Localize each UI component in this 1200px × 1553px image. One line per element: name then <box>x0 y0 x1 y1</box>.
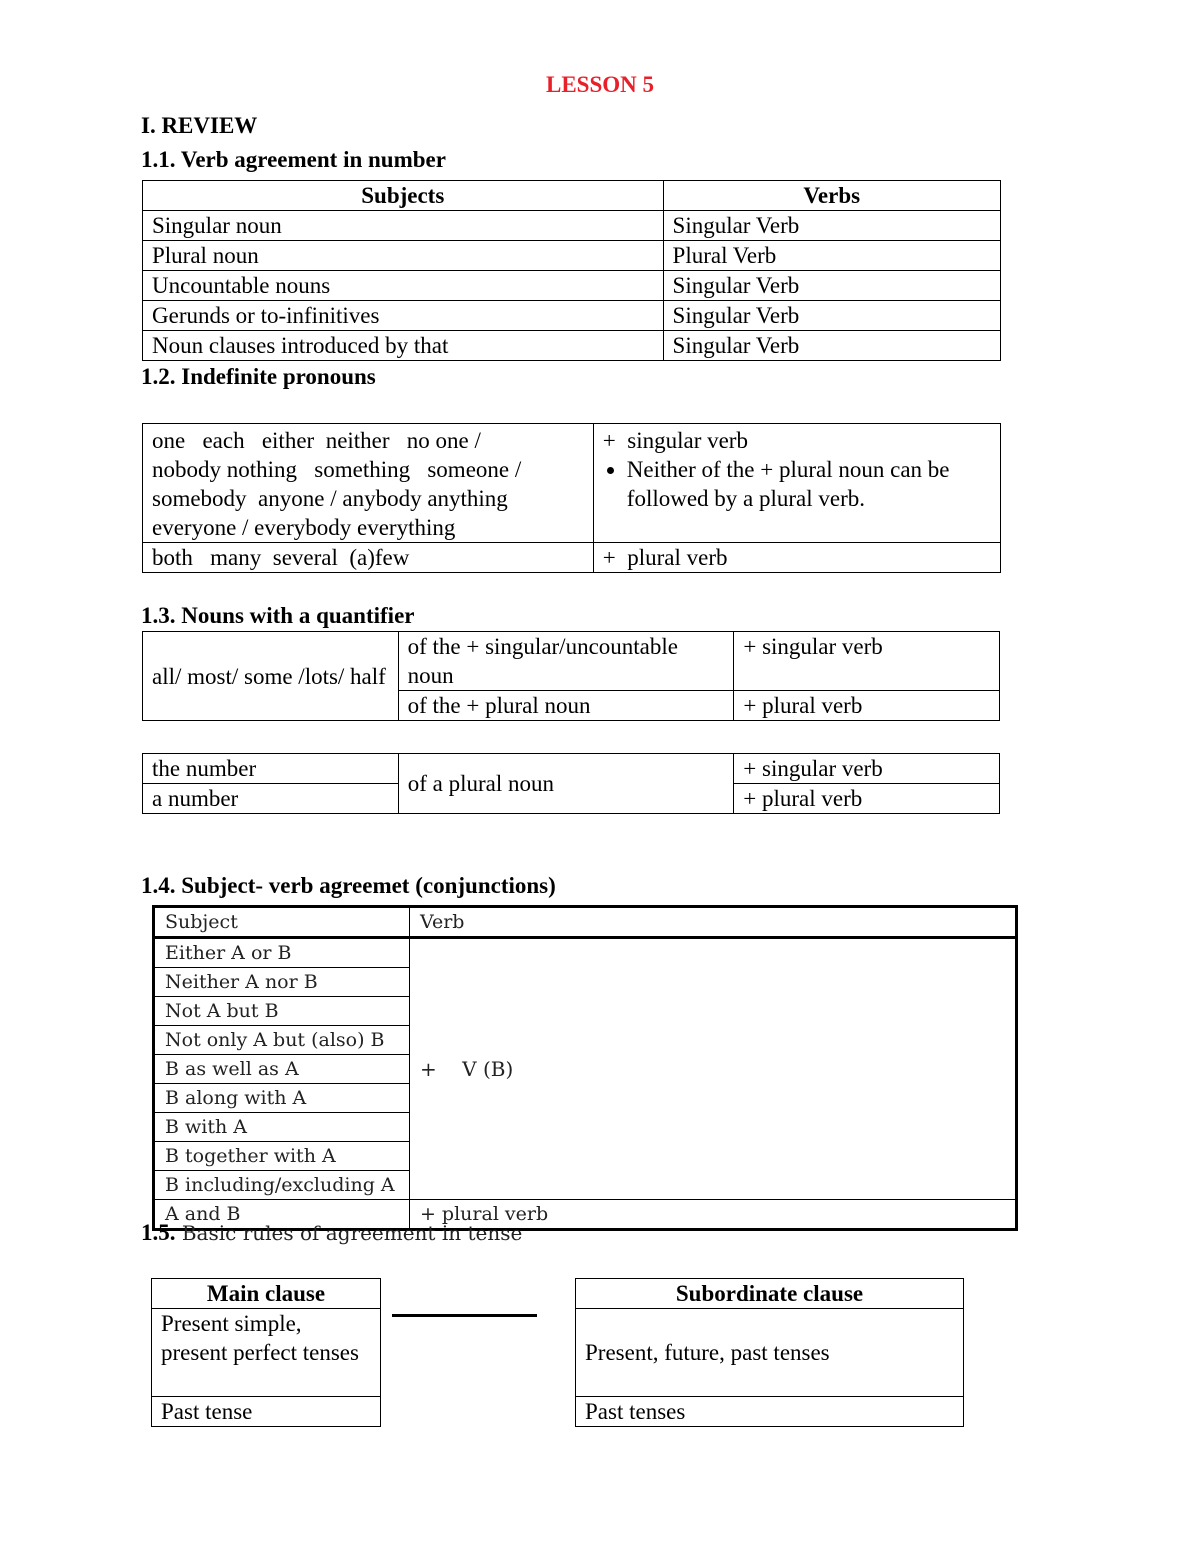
section-1-3-heading: 1.3. Nouns with a quantifier <box>141 603 415 628</box>
table-row <box>143 424 1001 543</box>
singular-verb-cell: + singular verb <box>734 632 1000 691</box>
main-clause-past-cell: Past tense <box>152 1397 381 1427</box>
subject-cell: Noun clauses introduced by that <box>143 331 664 361</box>
subject-cell: B along with A <box>154 1084 410 1113</box>
subject-cell: Singular noun <box>143 211 664 241</box>
table-row <box>576 1309 964 1397</box>
table-row <box>154 938 1017 968</box>
table-row <box>143 211 1001 241</box>
number-table <box>142 753 1000 814</box>
subordinate-clause-header: Subordinate clause <box>576 1279 964 1309</box>
main-clause-table <box>151 1278 381 1427</box>
plural-verb-cell: + plural verb <box>409 1200 1016 1230</box>
subject-cell: Neither A nor B <box>154 968 410 997</box>
main-clause-present-cell: Present simple, present perfect tenses <box>152 1309 381 1397</box>
subordinate-past-cell: Past tenses <box>576 1397 964 1427</box>
verb-cell: Singular Verb <box>663 271 1000 301</box>
note-list <box>603 455 991 513</box>
pronoun-line: somebody anyone / anybody anything <box>152 486 508 511</box>
pronoun-line: one each either neither no one / <box>152 428 481 453</box>
table-header-row <box>576 1279 964 1309</box>
of-the-singular-cell: of the + singular/uncountable noun <box>398 632 734 691</box>
singular-verb-cell <box>593 424 1000 543</box>
table-header-row <box>154 907 1017 938</box>
main-clause-header: Main clause <box>152 1279 381 1309</box>
table-row <box>152 1397 381 1427</box>
singular-pronouns-cell <box>143 424 594 543</box>
subject-cell: B as well as A <box>154 1055 410 1084</box>
plural-verb-cell: + plural verb <box>593 543 1000 573</box>
subject-cell: Either A or B <box>154 938 410 968</box>
conjunctions-table <box>152 905 1018 1231</box>
table-row <box>143 754 1000 784</box>
verb-b-rule-cell: + V (B) <box>409 938 1016 1200</box>
table-row <box>143 331 1001 361</box>
connector-line <box>392 1314 537 1317</box>
subordinate-present-cell: Present, future, past tenses <box>576 1309 964 1397</box>
section-1-2-heading: 1.2. Indefinite pronouns <box>141 364 376 389</box>
plural-pronouns-cell: both many several (a)few <box>143 543 594 573</box>
verb-cell: Plural Verb <box>663 241 1000 271</box>
verb-cell: Singular Verb <box>663 301 1000 331</box>
a-number-cell: a number <box>143 784 399 814</box>
plural-verb-cell: + plural verb <box>734 691 1000 721</box>
table-header-row <box>152 1279 381 1309</box>
subordinate-clause-table <box>575 1278 964 1427</box>
section-1-4-heading: 1.4. Subject- verb agreemet (conjunctions) <box>141 873 556 898</box>
subject-cell: A and B <box>154 1200 410 1230</box>
quantifier-cell: all/ most/ some /lots/ half <box>143 632 399 721</box>
subject-cell: Not A but B <box>154 997 410 1026</box>
subject-cell: B together with A <box>154 1142 410 1171</box>
table-header-row <box>143 181 1001 211</box>
section-1-1-heading: 1.1. Verb agreement in number <box>141 147 446 172</box>
of-the-plural-cell: of the + plural noun <box>398 691 734 721</box>
subject-cell: Gerunds or to-infinitives <box>143 301 664 331</box>
the-number-cell: the number <box>143 754 399 784</box>
table-row <box>152 1309 381 1397</box>
table-row <box>576 1397 964 1427</box>
plural-verb-cell: + plural verb <box>734 784 1000 814</box>
neither-of-the-note: • Neither of the + plural noun can be followed by a plural verb. <box>627 455 991 513</box>
header-subject: Subject <box>154 907 410 938</box>
verb-cell: Singular Verb <box>663 331 1000 361</box>
pronoun-line: everyone / everybody everything <box>152 515 456 540</box>
header-verb: Verb <box>409 907 1016 938</box>
table-row <box>143 241 1001 271</box>
section-1-5-title: Basic rules of agreement in tense <box>175 1221 523 1245</box>
verb-agreement-table <box>142 180 1001 361</box>
lesson-title: LESSON 5 <box>545 72 654 97</box>
subject-cell: Uncountable nouns <box>143 271 664 301</box>
table-row <box>143 632 1000 691</box>
review-heading: I. REVIEW <box>141 113 258 138</box>
header-verbs: Verbs <box>663 181 1000 211</box>
subject-cell: Not only A but (also) B <box>154 1026 410 1055</box>
singular-verb-cell: + singular verb <box>734 754 1000 784</box>
section-1-5-heading <box>141 1220 522 1246</box>
subject-cell: B including/excluding A <box>154 1171 410 1200</box>
subject-cell: Plural noun <box>143 241 664 271</box>
header-subjects: Subjects <box>143 181 664 211</box>
indefinite-pronouns-table <box>142 423 1001 573</box>
verb-cell: Singular Verb <box>663 211 1000 241</box>
subject-cell: B with A <box>154 1113 410 1142</box>
table-row <box>143 271 1001 301</box>
singular-verb-rule: + singular verb <box>602 428 748 453</box>
section-1-5-number: 1.5. <box>141 1220 176 1245</box>
of-a-plural-noun-cell: of a plural noun <box>398 754 734 814</box>
pronoun-line: nobody nothing something someone / <box>152 457 522 482</box>
table-row <box>143 301 1001 331</box>
table-row <box>143 543 1001 573</box>
quantifier-table <box>142 631 1000 721</box>
